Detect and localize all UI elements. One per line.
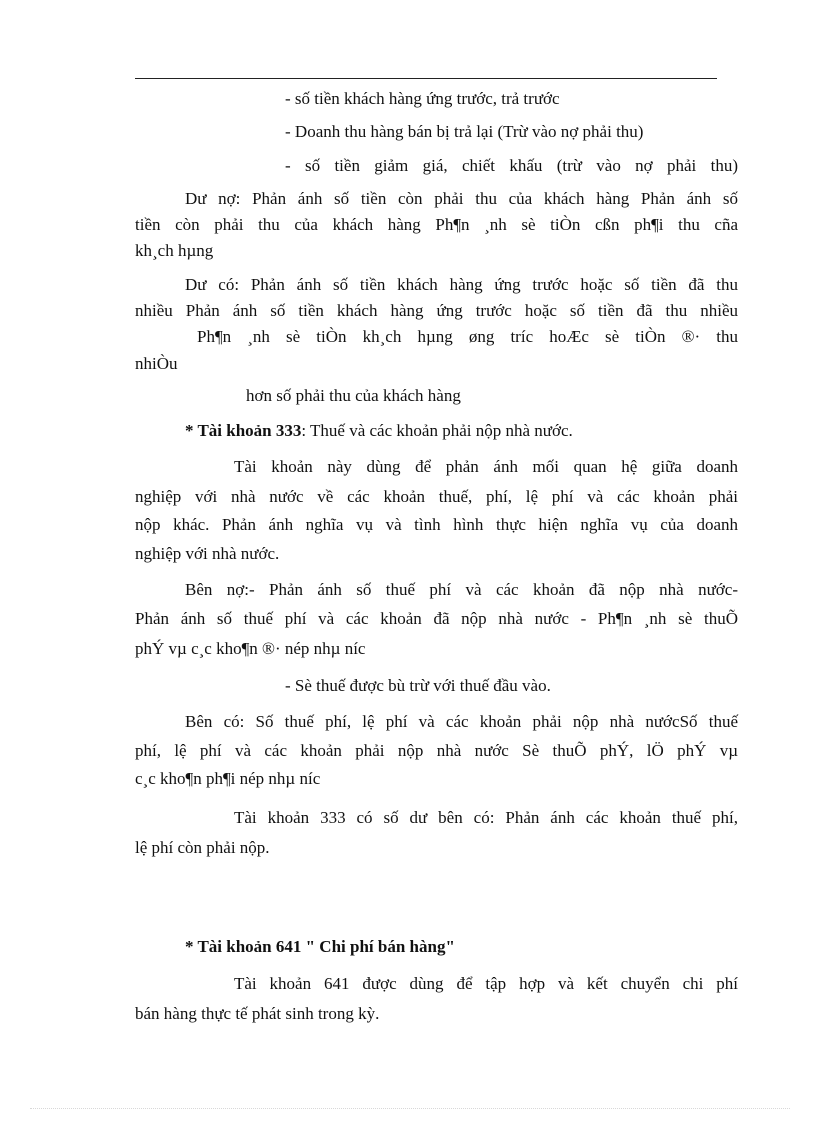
text-line: Tài khoản này dùng để phản ánh mối quan hệ giữa doanh [234, 457, 738, 476]
text-line: c¸c kho¶n ph¶i nép nhµ níc [135, 769, 321, 788]
text-line: nhiÒu [135, 354, 178, 373]
text-line: phÝ vµ c¸c kho¶n ®· nép nhµ níc [135, 639, 366, 658]
header-rule [135, 78, 717, 79]
text-line: Tài khoản 641 được dùng để tập hợp và kết chuyển chi phí [234, 974, 738, 993]
text-line: - số tiền khách hàng ứng trước, trả trước [285, 89, 560, 108]
text-line: phí, lệ phí và các khoản phải nộp nhà nước Sè thuÕ phÝ, lÖ phÝ vµ [135, 741, 738, 760]
section-heading-333-rest: : Thuế và các khoản phải nộp nhà nước. [301, 421, 573, 440]
text-line: nhiều Phản ánh số tiền khách hàng ứng trước hoặc số tiền đã thu nhiều [135, 301, 738, 320]
text-line: nghiệp với nhà nước. [135, 544, 280, 563]
text-line: kh¸ch hµng [135, 241, 214, 260]
section-heading-333 [185, 421, 573, 441]
text-line: tiền còn phải thu của khách hàng Ph¶n ¸nh sè tiÒn cßn ph¶i thu cña [135, 215, 738, 234]
section-heading-333-bold: * Tài khoản 333 [185, 421, 302, 440]
text-line: nghiệp với nhà nước về các khoản thuế, phí, lệ phí và các khoản phải [135, 487, 738, 506]
text-line: Dư nợ: Phản ánh số tiền còn phải thu của khách hàng Phản ánh số [185, 189, 738, 208]
text-line: - Doanh thu hàng bán bị trả lại (Trừ vào nợ phải thu) [285, 122, 644, 141]
text-line: Dư có: Phản ánh số tiền khách hàng ứng trước hoặc số tiền đã thu [185, 275, 738, 294]
text-line: nộp khác. Phản ánh nghĩa vụ và tình hình thực hiện nghĩa vụ của doanh [135, 515, 738, 534]
text-line: bán hàng thực tế phát sinh trong kỳ. [135, 1004, 380, 1023]
text-line: Phản ánh số thuế phí và các khoản đã nộp nhà nước - Ph¶n ¸nh sè thuÕ [135, 609, 738, 628]
text-line: hơn số phải thu của khách hàng [246, 386, 461, 405]
text-line: Tài khoản 333 có số dư bên có: Phản ánh các khoản thuế phí, [234, 808, 738, 827]
text-line: Bên có: Số thuế phí, lệ phí và các khoản phải nộp nhà nướcSố thuế [185, 712, 738, 731]
text-line: - số tiền giảm giá, chiết khấu (trừ vào nợ phải thu) [285, 156, 738, 175]
section-heading-641: * Tài khoản 641 " Chi phí bán hàng" [185, 937, 455, 956]
text-line: - Sè thuế được bù trừ với thuế đầu vào. [285, 676, 551, 695]
page-bottom-border [30, 1108, 790, 1109]
text-line: Bên nợ:- Phản ánh số thuế phí và các khoản đã nộp nhà nước- [185, 580, 738, 599]
text-line: lệ phí còn phải nộp. [135, 838, 270, 857]
text-line: Ph¶n ¸nh sè tiÒn kh¸ch hµng øng tríc hoÆc sè tiÒn ®· thu [197, 327, 738, 346]
